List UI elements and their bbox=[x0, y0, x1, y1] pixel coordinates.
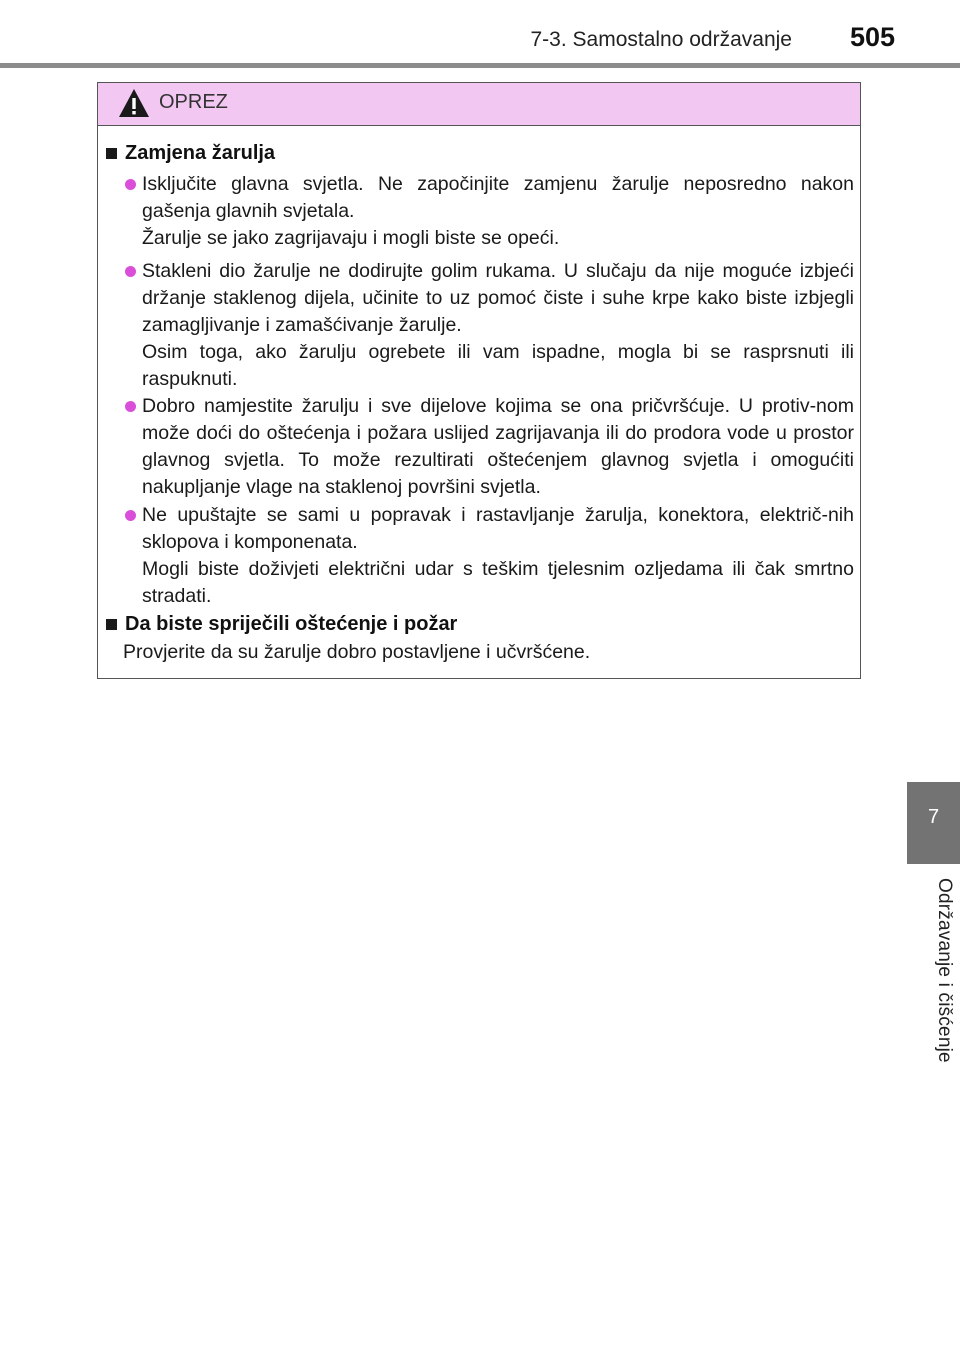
caution-box bbox=[97, 82, 861, 679]
item-paragraph: Stakleni dio žarulje ne dodirujte golim rukama. U slučaju da nije moguće izbjeći držanje staklenog dijela, učinite to uz pomoć čiste i suhe krpe kako biste izbjegli zamagljivanje i zamašćivanje žarulje. bbox=[142, 260, 854, 336]
chapter-number: 7 bbox=[927, 806, 940, 828]
warning-icon bbox=[118, 87, 150, 119]
item-paragraph: Mogli biste doživjeti električni udar s teškim tjelesnim ozljedama ili čak smrtno stradati. bbox=[142, 558, 854, 607]
chapter-label: Održavanje i čišćenje bbox=[934, 878, 955, 1063]
item-paragraph: Ne upuštajte se sami u popravak i rastavljanje žarulja, konektora, električ-nih sklopova i komponenata. bbox=[142, 504, 854, 553]
section-heading-text: Zamjena žarulja bbox=[125, 142, 276, 164]
list-item bbox=[142, 502, 854, 610]
chapter-tab bbox=[907, 782, 960, 864]
item-paragraph: Žarulje se jako zagrijavaju i mogli biste se opeći. bbox=[142, 227, 560, 249]
section-heading-text: Da biste spriječili oštećenje i požar bbox=[125, 613, 458, 635]
caution-label: OPREZ bbox=[159, 91, 228, 113]
page-number: 505 bbox=[849, 22, 895, 52]
section-heading bbox=[106, 613, 457, 636]
section-heading bbox=[106, 142, 275, 165]
header-divider bbox=[0, 63, 960, 68]
item-paragraph: Dobro namjestite žarulju i sve dijelove kojima se ona pričvršćuje. U protiv-nom može doći do oštećenja i požara uslijed zagrijavanja ili do prodora vode u prostor glavnog svjetla. To može rezultirati oštećenjem glavnog svjetla i omogućiti nakupljanje vlage na staklenoj površini svjetla. bbox=[142, 395, 854, 498]
section-title: 7-3. Samostalno održavanje bbox=[530, 28, 792, 51]
list-item bbox=[142, 393, 854, 501]
caution-header bbox=[98, 83, 860, 126]
list-item bbox=[142, 258, 854, 393]
item-paragraph: Osim toga, ako žarulju ogrebete ili vam ispadne, mogla bi se rasprsnuti ili raspuknuti. bbox=[142, 341, 854, 390]
round-bullet-icon bbox=[125, 510, 136, 521]
round-bullet-icon bbox=[125, 401, 136, 412]
item-paragraph: Isključite glavna svjetla. Ne započinjite zamjenu žarulje neposredno nakon gašenja glavnih svjetala. bbox=[142, 173, 854, 222]
round-bullet-icon bbox=[125, 179, 136, 190]
square-bullet-icon bbox=[106, 148, 117, 159]
list-item bbox=[142, 171, 854, 252]
section-text: Provjerite da su žarulje dobro postavljene i učvršćene. bbox=[123, 641, 591, 663]
square-bullet-icon bbox=[106, 619, 117, 630]
round-bullet-icon bbox=[125, 266, 136, 277]
